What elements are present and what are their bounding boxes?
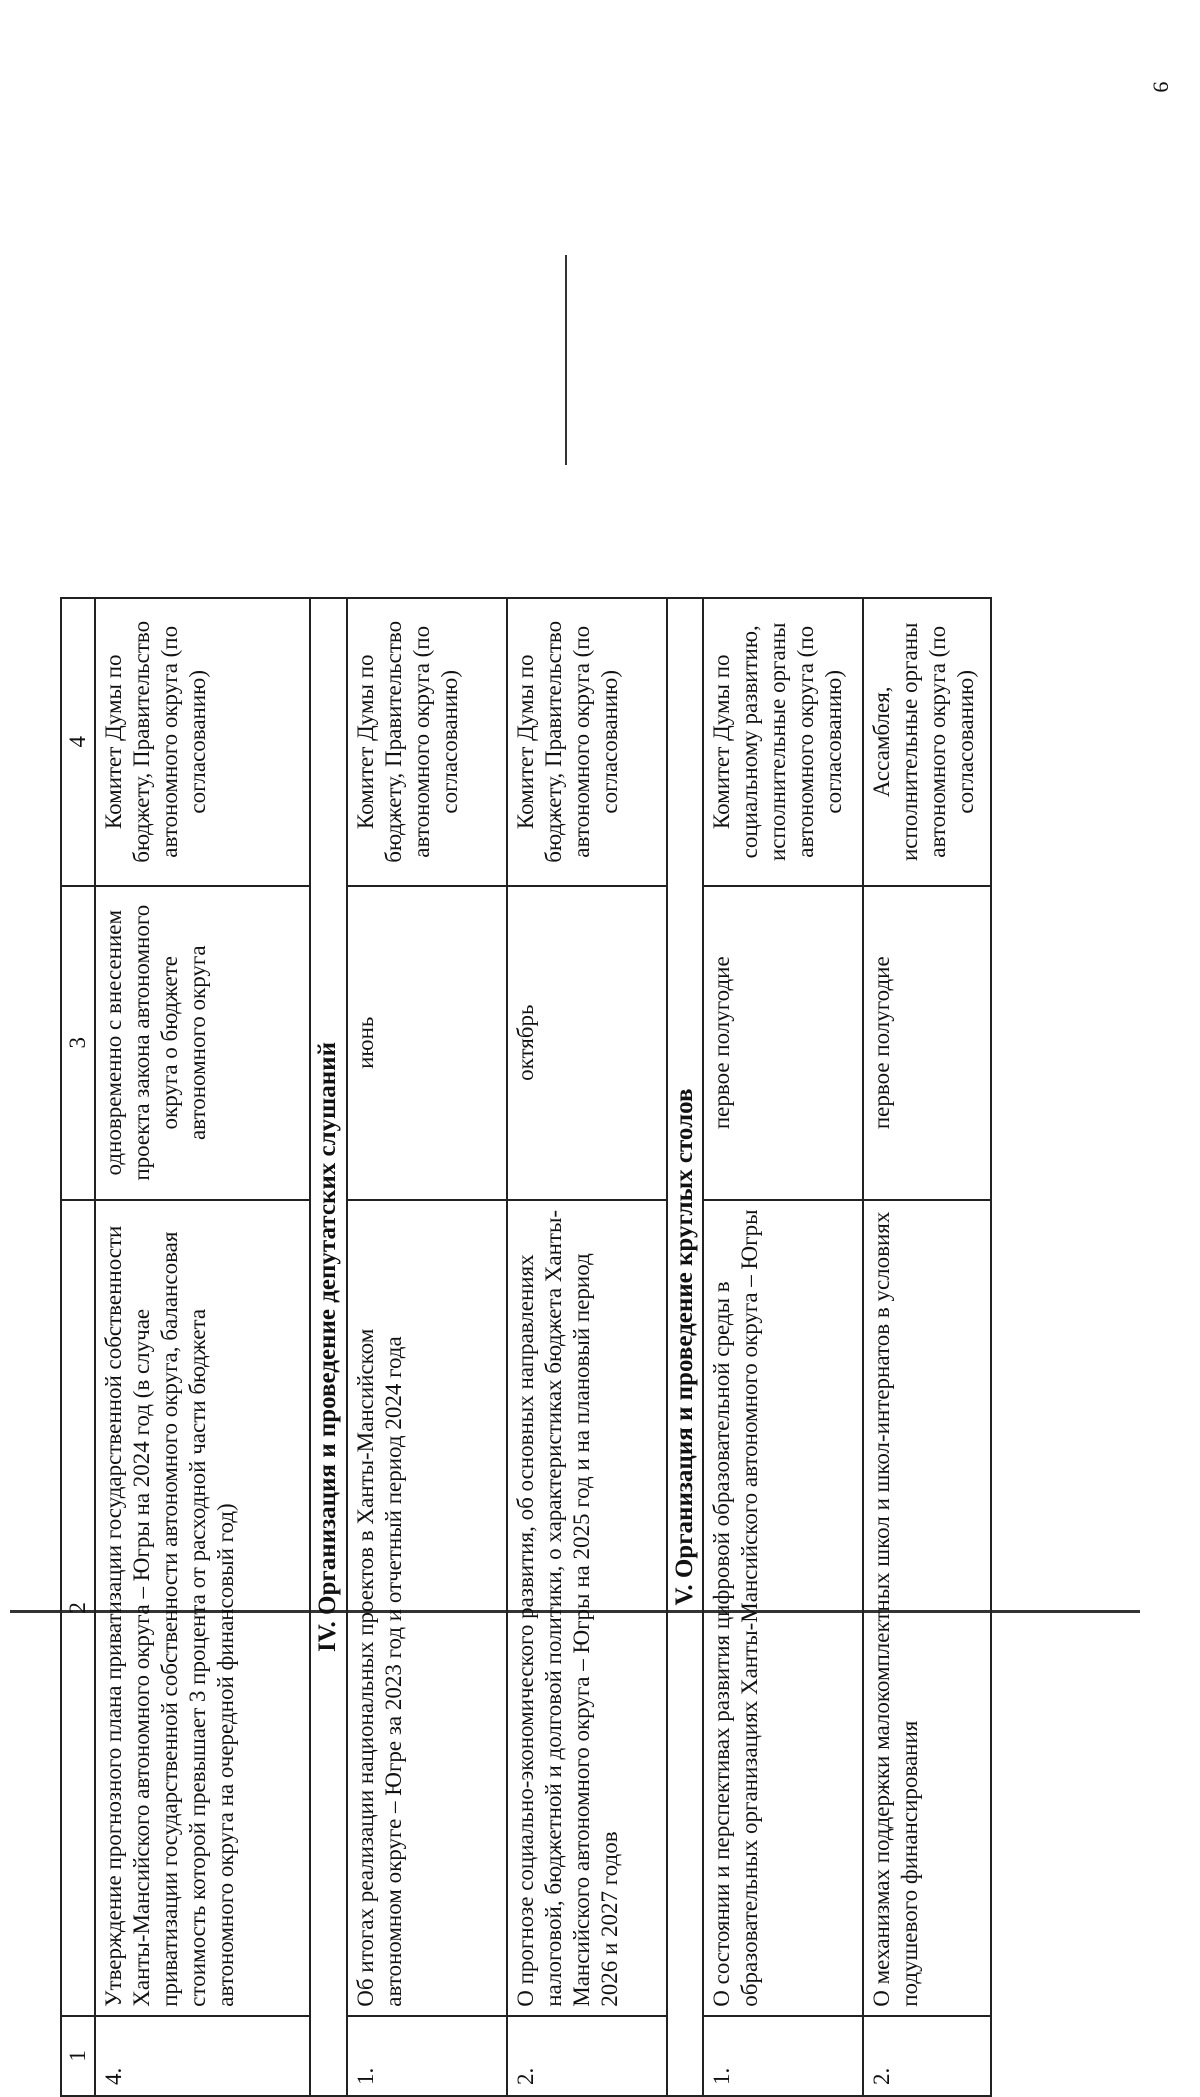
- row-number: 1.: [347, 2016, 507, 2096]
- row-title: Об итогах реализации национальных проектов в Ханты-Мансийском автономном округе – Югре за 2023 год и отчетный период 2024 года: [347, 1200, 507, 2016]
- rotated-table-wrapper: [60, 597, 1100, 2097]
- row-responsible: Комитет Думы по бюджету, Правительство автономного округа (по согласованию): [507, 598, 667, 886]
- row-title: О состоянии и перспективах развития цифровой образовательной среды в образовательных организациях Ханты-Мансийского автономного округа – Югры: [703, 1200, 863, 2016]
- column-header: 4: [61, 598, 95, 886]
- section-title: V. Организация и проведение круглых столов: [667, 598, 704, 2096]
- row-title: Утверждение прогнозного плана приватизации государственной собственности Ханты-Мансийского автономного округа – Югры на 2024 год (в случае приватизации государственной собственности автономного округа, балансовая стоимость которой превышает 3 процента от расходной части бюджета автономного округа на очередной финансовый год): [95, 1200, 310, 2016]
- column-header: 3: [61, 886, 95, 1200]
- row-title: О прогнозе социально-экономического развития, об основных направлениях налоговой, бюджетной и долговой политики, о характеристиках бюджета Ханты-Мансийского автономного округа – Югры на 2025 год и на плановый период 2026 и 2027 годов: [507, 1200, 667, 2016]
- row-term: одновременно с внесением проекта закона автономного округа о бюджете автономного округа: [95, 886, 310, 1200]
- column-header: 2: [61, 1200, 95, 2016]
- row-number: 2.: [863, 2016, 991, 2096]
- row-number: 4.: [95, 2016, 310, 2096]
- row-number: 1.: [703, 2016, 863, 2096]
- row-term: первое полугодие: [863, 886, 991, 1200]
- table-row: [863, 598, 991, 2096]
- row-term: июнь: [347, 886, 507, 1200]
- column-header: 1: [61, 2016, 95, 2096]
- page-number: 9: [1148, 81, 1174, 93]
- section-title: IV. Организация и проведение депутатских слушаний: [310, 598, 347, 2096]
- row-number: 2.: [507, 2016, 667, 2096]
- table-header-row: [61, 598, 95, 2096]
- table-row: [507, 598, 667, 2096]
- plan-table: [60, 597, 992, 2097]
- row-responsible: Комитет Думы по бюджету, Правительство автономного округа (по согласованию): [95, 598, 310, 886]
- row-term: первое полугодие: [703, 886, 863, 1200]
- row-term: октябрь: [507, 886, 667, 1200]
- row-responsible: Ассамблея, исполнительные органы автономного округа (по согласованию): [863, 598, 991, 886]
- table-row: [95, 598, 310, 2096]
- row-responsible: Комитет Думы по социальному развитию, исполнительные органы автономного округа (по согласованию): [703, 598, 863, 886]
- section-header-row: [667, 598, 704, 2096]
- row-responsible: Комитет Думы по бюджету, Правительство автономного округа (по согласованию): [347, 598, 507, 886]
- table-row: [347, 598, 507, 2096]
- row-title: О механизмах поддержки малокомплектных школ и школ-интернатов в условиях подушевого финансирования: [863, 1200, 991, 2016]
- section-header-row: [310, 598, 347, 2096]
- table-row: [703, 598, 863, 2096]
